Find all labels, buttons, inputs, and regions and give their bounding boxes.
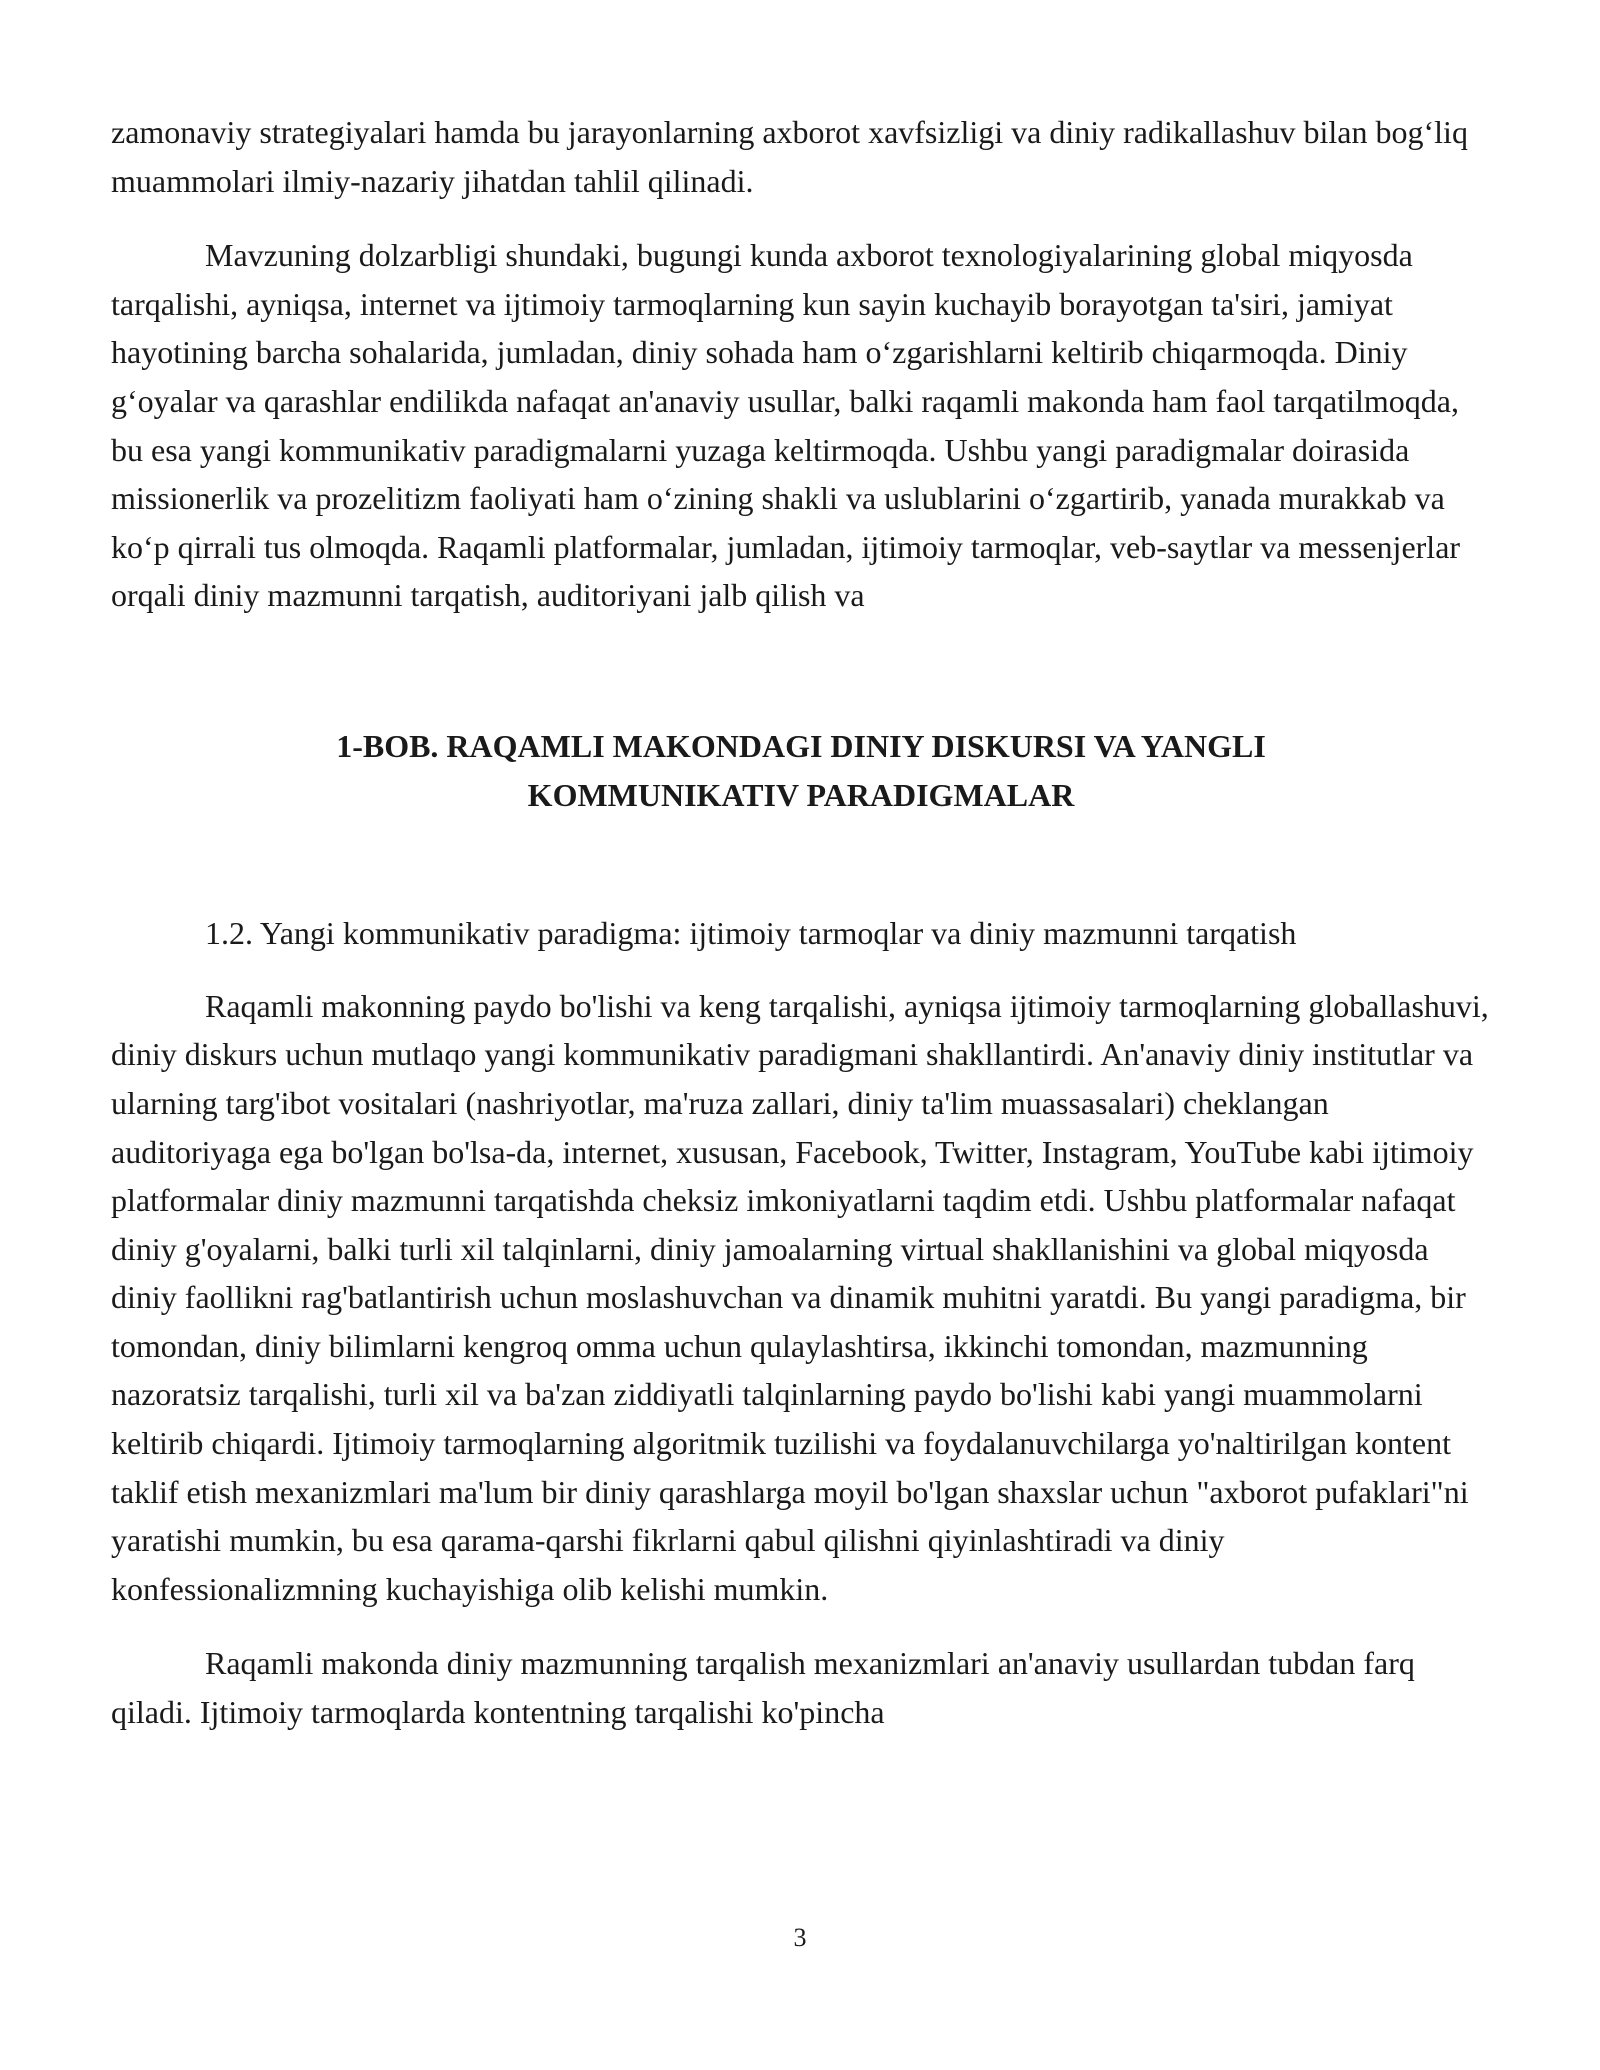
section-title: 1.2. Yangi kommunikativ paradigma: ijtimoiy tarmoqlar va diniy mazmunni tarqatish <box>205 915 1297 952</box>
paragraph-mechanisms: Raqamli makonda diniy mazmunning tarqalish mexanizmlari an'anaviy usullardan tubdan farq qiladi. Ijtimoiy tarmoqlarda kontentning tarqalishi ko'pincha <box>111 1645 1415 1731</box>
page-number: 3 <box>793 1923 807 1952</box>
page-content <box>111 108 1491 1737</box>
paragraph-relevance: Mavzuning dolzarbligi shundaki, bugungi kunda axborot texnologiyalarining global miqyosda tarqalishi, ayniqsa, internet va ijtimoiy tarmoqlarning kun sayin kuchayib borayotgan ta'siri, jamiyat hayotining barcha sohalarida, jumladan, diniy sohada ham o‘zgarishlarni keltirib chiqarmoqda. Diniy g‘oyalar va qarashlar endilikda nafaqat an'anaviy usullar, balki raqamli makonda ham faol tarqatilmoqda, bu esa yangi kommunikativ paradigmalarni yuzaga keltirmoqda. Ushbu yangi paradigmalar doirasida missionerlik va prozelitizm faoliyati ham o‘zining shakli va uslublarini o‘zgartirib, yanada murakkab va ko‘p qirrali tus olmoqda. Raqamli platformalar, jumladan, ijtimoiy tarmoqlar, veb-saytlar va messenjerlar orqali diniy mazmunni tarqatish, auditoriyani jalb qilish va <box>111 237 1461 614</box>
paragraph-continuation: zamonaviy strategiyalari hamda bu jarayonlarning axborot xavfsizligi va diniy radikallashuv bilan bog‘liq muammolari ilmiy-nazariy jihatdan tahlil qilinadi. <box>111 114 1468 199</box>
chapter-title-line-1: 1-BOB. RAQAMLI MAKONDAGI DINIY DISKURSI VA YANGLI <box>336 727 1266 764</box>
chapter-title-line-2: KOMMUNIKATIV PARADIGMALAR <box>527 776 1075 813</box>
paragraph-social-networks: Raqamli makonning paydo bo'lishi va keng tarqalishi, ayniqsa ijtimoiy tarmoqlarning globallashuvi, diniy diskurs uchun mutlaqo yangi kommunikativ paradigmani shakllantirdi. An'anaviy diniy institutlar va ularning targ'ibot vositalari (nashriyotlar, ma'ruza zallari, diniy ta'lim muassasalari) cheklangan auditoriyaga ega bo'lgan bo'lsa-da, internet, xususan, Facebook, Twitter, Instagram, YouTube kabi ijtimoiy platformalar diniy mazmunni tarqatishda cheksiz imkoniyatlarni taqdim etdi. Ushbu platformalar nafaqat diniy g'oyalarni, balki turli xil talqinlarni, diniy jamoalarning virtual shakllanishini va global miqyosda diniy faollikni rag'batlantirish uchun moslashuvchan va dinamik muhitni yaratdi. Bu yangi paradigma, bir tomondan, diniy bilimlarni kengroq omma uchun qulaylashtirsa, ikkinchi tomondan, mazmunning nazoratsiz tarqalishi, turli xil va ba'zan ziddiyatli talqinlarning paydo bo'lishi kabi yangi muammolarni keltirib chiqardi. Ijtimoiy tarmoqlarning algoritmik tuzilishi va foydalanuvchilarga yo'naltirilgan kontent taklif etish mexanizmlari ma'lum bir diniy qarashlarga moyil bo'lgan shaxslar uchun "axborot pufaklari"ni yaratishi mumkin, bu esa qarama-qarshi fikrlarni qabul qilishni qiyinlashtiradi va diniy konfessionalizmning kuchayishiga olib kelishi mumkin. <box>111 987 1489 1607</box>
chapter-title <box>111 722 1491 819</box>
